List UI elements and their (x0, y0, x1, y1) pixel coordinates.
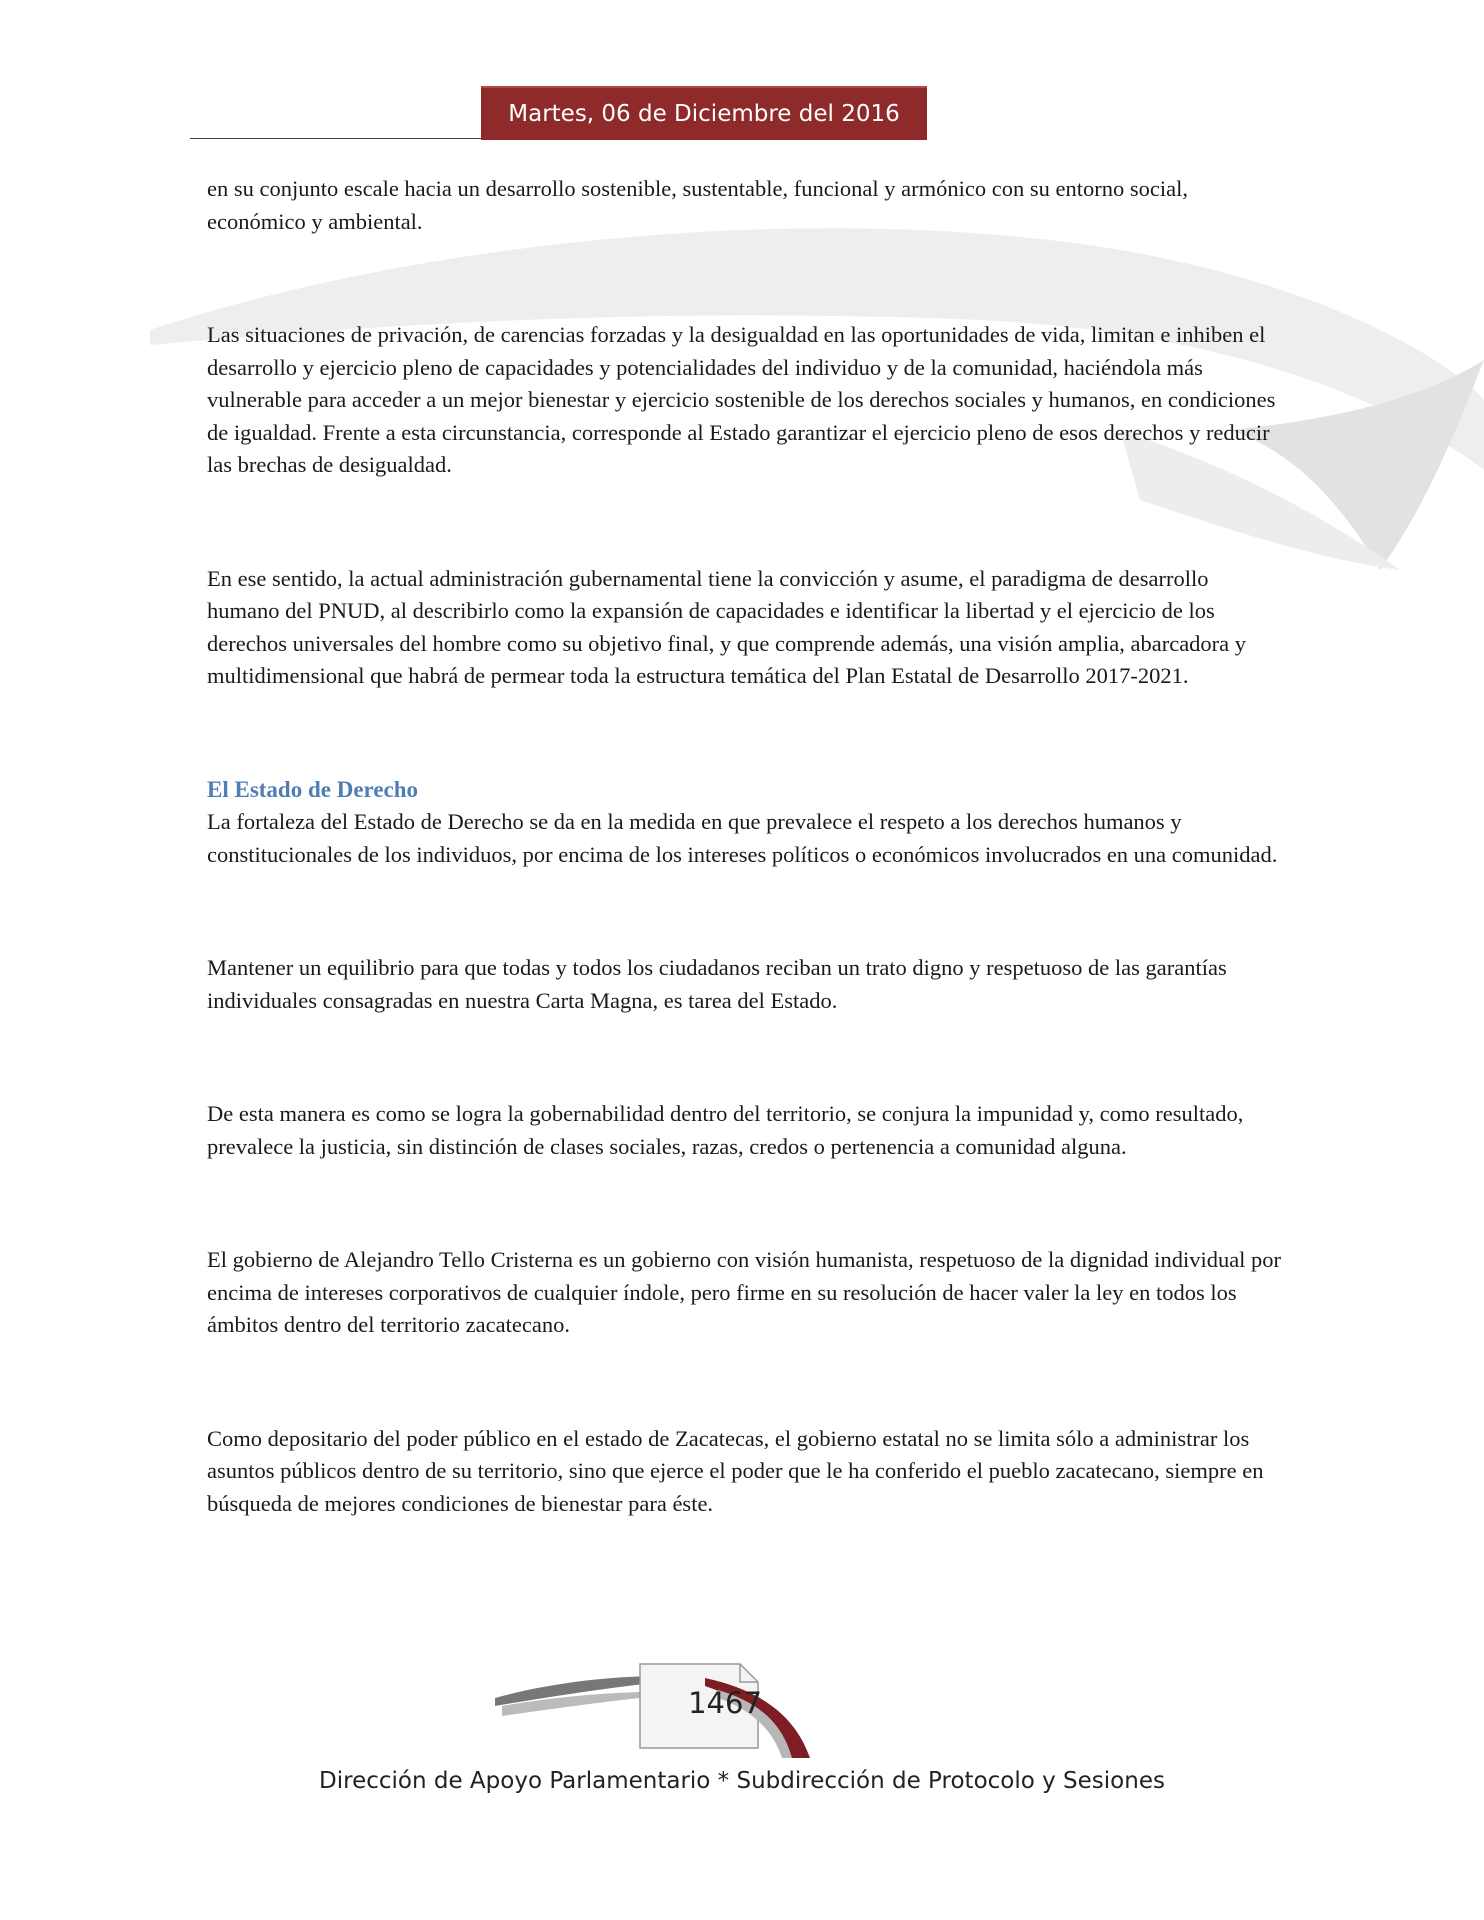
paragraph: Mantener un equilibrio para que todas y todos los ciudadanos reciban un trato digno y respetuoso de las garantías individuales consagradas en nuestra Carta Magna, es tarea del Estado. (207, 955, 1227, 1013)
paragraph: De esta manera es como se logra la gobernabilidad dentro del territorio, se conjura la impunidad y, como resultado, prevalece la justicia, sin distinción de clases sociales, razas, credos o pertenencia a comunidad alguna. (207, 1101, 1244, 1159)
paragraph: Como depositario del poder público en el estado de Zacatecas, el gobierno estatal no se limita sólo a administrar los asuntos públicos dentro de su territorio, sino que ejerce el poder que le ha conferido el pueblo zacatecano, siempre en búsqueda de mejores condiciones de bienestar para éste. (207, 1425, 1264, 1516)
section-heading: El Estado de Derecho (207, 776, 419, 802)
header-date-banner: Martes, 06 de Diciembre del 2016 (481, 86, 927, 140)
paragraph: Las situaciones de privación, de carencias forzadas y la desigualdad en las oportunidades de vida, limitan e inhiben el desarrollo y ejercicio pleno de capacidades y potencialidades del individuo y de la comunidad, haciéndola más vulnerable para acceder a un mejor bienestar y ejercicio sostenible de los derechos sociales y humanos, en condiciones de igualdad. Frente a esta circunstancia, corresponde al Estado garantizar el ejercicio pleno de esos derechos y reducir las brechas de desigualdad. (207, 322, 1276, 477)
page-body (207, 170, 1285, 1520)
footer-text: Dirección de Apoyo Parlamentario * Subdirección de Protocolo y Sesiones (319, 1768, 1165, 1794)
paragraph: En ese sentido, la actual administración gubernamental tiene la convicción y asume, el paradigma de desarrollo humano del PNUD, al describirlo como la expansión de capacidades e identificar la libertad y el ejercicio de los derechos universales del hombre como su objetivo final, y que comprende además, una visión amplia, abarcadora y multidimensional que habrá de permear toda la estructura temática del Plan Estatal de Desarrollo 2017-2021. (207, 565, 1247, 688)
page-number: 1467 (688, 1686, 762, 1720)
paragraph: en su conjunto escale hacia un desarrollo sostenible, sustentable, funcional y armónico con su entorno social, económico y ambiental. (207, 176, 1188, 234)
paragraph: La fortaleza del Estado de Derecho se da en la medida en que prevalece el respeto a los derechos humanos y constitucionales de los individuos, por encima de los intereses políticos o económicos involucrados en una comunidad. (207, 809, 1278, 867)
paragraph: El gobierno de Alejandro Tello Cristerna es un gobierno con visión humanista, respetuoso de la dignidad individual por encima de intereses corporativos de cualquier índole, pero firme en su resolución de hacer valer la ley en todos los ámbitos dentro del territorio zacatecano. (207, 1247, 1282, 1337)
